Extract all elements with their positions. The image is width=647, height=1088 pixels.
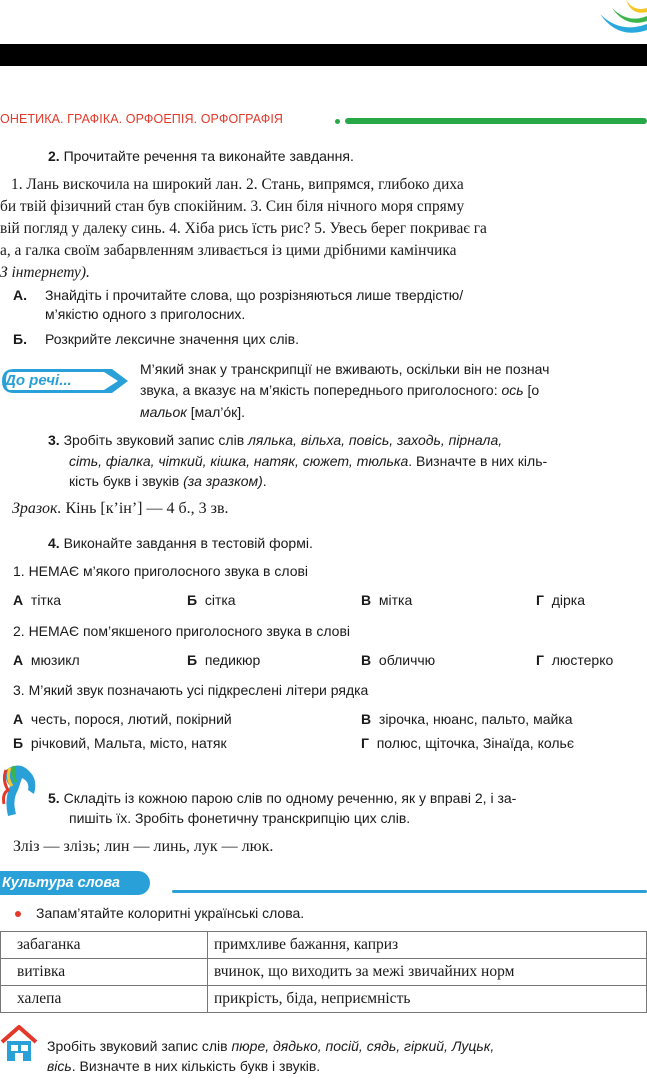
task3-line-2: сіть, фіалка, чіткий, кішка, натяк, сюжет, тюлька. Визначте в них кіль- [69, 453, 548, 469]
q3-option-g: Г полюс, щіточка, Зінаїда, кольє [361, 735, 574, 751]
words-table [0, 931, 647, 1013]
table-cell-word: халепа [1, 986, 208, 1013]
q2-option-v: В обличчю [361, 652, 436, 668]
q1-option-a: А тітка [13, 592, 62, 608]
home-task-line-2: вісь. Визначте в них кількість букв і звуків. [47, 1058, 321, 1074]
note-badge: До речі... [5, 372, 72, 389]
q3-option-a: А честь, порося, лютий, покірний [13, 711, 232, 727]
q2-option-g: Г люстерко [536, 652, 614, 668]
header-dot [335, 119, 340, 124]
kultura-line [172, 890, 647, 893]
q1-text: 1. НЕМАЄ м’якого приголосного звука в слові [13, 563, 309, 579]
header-green-line [345, 118, 647, 124]
sub-b-text: Розкрийте лексичне значення цих слів. [45, 331, 299, 347]
unicorn-icon [0, 760, 44, 820]
task2-source: З інтернету). [0, 264, 90, 281]
task3-line-3: кість букв і звуків (за зразком). [69, 473, 267, 489]
task2-instruction-text: Прочитайте речення та виконайте завдання. [63, 148, 354, 164]
q2-text: 2. НЕМАЄ пом’якшеного приголосного звука в слові [13, 623, 350, 639]
task2-text-line-3: вій погляд у далеку синь. 4. Хіба рись їсть рис? 5. Увесь берег покриває га [0, 220, 487, 237]
task5-line-2: пишіть їх. Зробіть фонетичну транскрипцію цих слів. [69, 810, 411, 826]
q2-option-b: Б педикюр [187, 652, 261, 668]
q2-option-a: А мюзикл [13, 652, 80, 668]
task2-text-line-1: 1. Лань вискочила на широкий лан. 2. Стань, випрямся, глибоко диха [11, 176, 464, 193]
sub-a-label: А. [13, 287, 27, 303]
table-cell-meaning: прикрість, біда, неприємність [208, 986, 647, 1013]
q3-option-v: В зірочка, нюанс, пальто, майка [361, 711, 573, 727]
home-task-line-1: Зробіть звуковий запис слів пюре, дядько, посій, сядь, гіркий, Луцьк, [47, 1038, 495, 1054]
task2-number: 2. [48, 148, 60, 164]
kultura-slova-badge: Культура слова [0, 871, 150, 895]
q1-option-b: Б сітка [187, 592, 236, 608]
task5-line-1: 5. Складіть із кожною парою слів по одному реченню, як у вправі 2, і за- [48, 790, 517, 806]
task3-sample: Зразок. Кінь [к’ін’] — 4 б., 3 зв. [12, 500, 229, 517]
task4-instruction: 4. Виконайте завдання в тестовій формі. [48, 535, 313, 551]
note-line-2: звука, а вказує на м’якість попереднього приголосного: ось [о [140, 382, 540, 398]
kultura-bullet-text: Запам’ятайте колоритні українські слова. [36, 905, 305, 921]
q1-option-g: Г дірка [536, 592, 586, 608]
task3-line-1: 3. Зробіть звуковий запис слів лялька, вільха, повісь, заходь, пірнала, [48, 432, 503, 448]
table-cell-word: витівка [1, 959, 208, 986]
task2-instruction [48, 148, 354, 164]
table-row [1, 959, 647, 986]
top-black-bar [0, 44, 647, 66]
bullet-dot [15, 911, 21, 917]
task2-text-line-2: би твій фізичний стан був спокійним. 3. Син біля нічного моря спряму [0, 198, 465, 215]
home-icon [0, 1024, 38, 1064]
task2-text-line-4: а, а галка своїм забарвленням зливається із цими дрібними камінчика [0, 242, 457, 259]
table-cell-meaning: примхливе бажання, каприз [208, 932, 647, 959]
note-line-1: М’який знак у транскрипції не вживають, оскільки він не познач [140, 361, 550, 377]
section-title: ОНЕТИКА. ГРАФІКА. ОРФОЕПІЯ. ОРФОГРАФІЯ [0, 112, 284, 126]
q3-option-b: Б річковий, Мальта, місто, натяк [13, 735, 227, 751]
table-cell-word: забаганка [1, 932, 208, 959]
table-cell-meaning: вчинок, що виходить за межі звичайних норм [208, 959, 647, 986]
sub-a-line-1: Знайдіть і прочитайте слова, що розрізняються лише твердістю/ [45, 287, 464, 303]
q3-text: 3. М’який звук позначають усі підкреслені літери рядка [13, 682, 369, 698]
q1-option-v: В мітка [361, 592, 413, 608]
sub-a-line-2: м’якістю одного з приголосних. [45, 306, 246, 322]
logo-swirl-icon [590, 0, 647, 36]
sub-b-label: Б. [13, 331, 27, 347]
note-line-3: мальок [мал’о́к]. [140, 404, 246, 420]
task5-words: Зліз — злізь; лин — линь, лук — люк. [13, 838, 274, 855]
table-row [1, 986, 647, 1013]
table-row [1, 932, 647, 959]
